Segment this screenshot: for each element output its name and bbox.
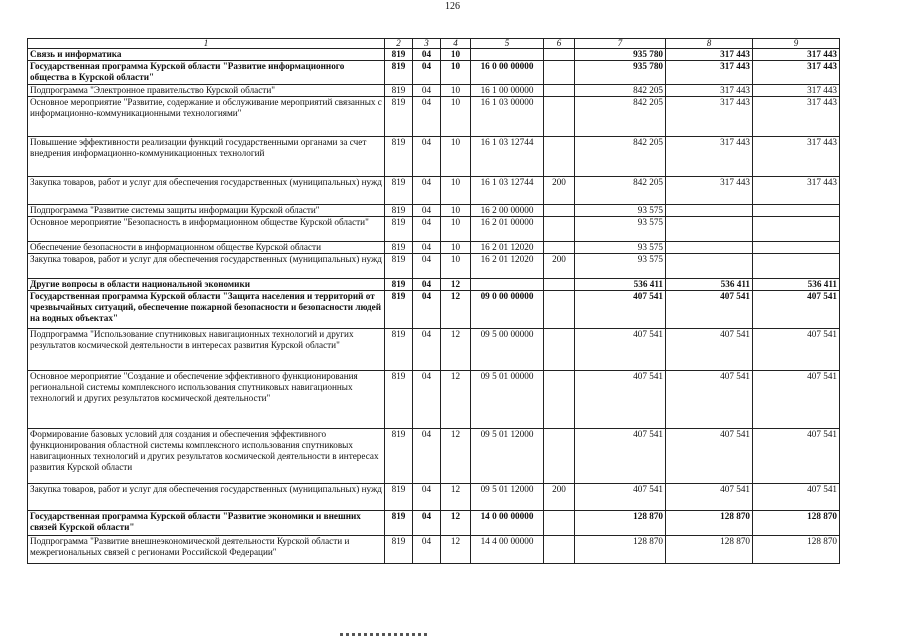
target-article-cell: 09 0 00 00000: [471, 291, 544, 329]
row-name-cell: Связь и информатика: [28, 49, 385, 61]
ministry-code-cell: 819: [385, 137, 413, 177]
amount-year2-cell: 407 541: [666, 429, 753, 484]
amount-year1-cell: 935 780: [575, 49, 666, 61]
amount-year3-cell: 317 443: [753, 177, 840, 205]
ministry-code-cell: 819: [385, 329, 413, 371]
amount-year3-cell: 407 541: [753, 484, 840, 511]
target-article-cell: 16 1 03 12744: [471, 177, 544, 205]
expense-type-cell: [544, 329, 575, 371]
ministry-code-cell: 819: [385, 217, 413, 242]
subsection-code-cell: 12: [441, 329, 471, 371]
row-name-cell: Подпрограмма "Электронное правительство Курской области": [28, 85, 385, 97]
amount-year1-cell: 93 575: [575, 217, 666, 242]
section-code-cell: 04: [413, 137, 441, 177]
table-row: [28, 205, 840, 217]
subsection-code-cell: 12: [441, 279, 471, 291]
column-header: 2: [385, 39, 413, 49]
expense-type-cell: [544, 242, 575, 254]
table-row: [28, 329, 840, 371]
row-name-cell: Закупка товаров, работ и услуг для обеспечения государственных (муниципальных) нужд: [28, 254, 385, 279]
section-code-cell: 04: [413, 536, 441, 564]
subsection-code-cell: 12: [441, 511, 471, 536]
amount-year1-cell: 407 541: [575, 429, 666, 484]
amount-year1-cell: 93 575: [575, 254, 666, 279]
target-article-cell: 16 2 00 00000: [471, 205, 544, 217]
target-article-cell: 09 5 01 12000: [471, 484, 544, 511]
amount-year3-cell: [753, 205, 840, 217]
ministry-code-cell: 819: [385, 291, 413, 329]
row-name-cell: Подпрограмма "Развитие внешнеэкономической деятельности Курской области и межрегиональных связей с регионами Российской Федерации": [28, 536, 385, 564]
row-name-cell: Подпрограмма "Развитие системы защиты информации Курской области": [28, 205, 385, 217]
amount-year3-cell: 317 443: [753, 61, 840, 85]
ministry-code-cell: 819: [385, 242, 413, 254]
ministry-code-cell: 819: [385, 536, 413, 564]
amount-year3-cell: 407 541: [753, 329, 840, 371]
target-article-cell: 16 1 00 00000: [471, 85, 544, 97]
subsection-code-cell: 12: [441, 429, 471, 484]
table-row: [28, 371, 840, 429]
ministry-code-cell: 819: [385, 371, 413, 429]
target-article-cell: 16 1 03 12744: [471, 137, 544, 177]
amount-year1-cell: 407 541: [575, 329, 666, 371]
section-code-cell: 04: [413, 254, 441, 279]
target-article-cell: 09 5 01 00000: [471, 371, 544, 429]
subsection-code-cell: 10: [441, 177, 471, 205]
subsection-code-cell: 10: [441, 254, 471, 279]
section-code-cell: 04: [413, 85, 441, 97]
expense-type-cell: [544, 61, 575, 85]
ministry-code-cell: 819: [385, 177, 413, 205]
target-article-cell: 14 4 00 00000: [471, 536, 544, 564]
section-code-cell: 04: [413, 484, 441, 511]
column-header: 5: [471, 39, 544, 49]
column-header: 4: [441, 39, 471, 49]
target-article-cell: 16 2 01 00000: [471, 217, 544, 242]
amount-year1-cell: 128 870: [575, 511, 666, 536]
subsection-code-cell: 12: [441, 291, 471, 329]
ministry-code-cell: 819: [385, 429, 413, 484]
amount-year2-cell: 128 870: [666, 511, 753, 536]
section-code-cell: 04: [413, 205, 441, 217]
subsection-code-cell: 10: [441, 85, 471, 97]
row-name-cell: Основное мероприятие "Создание и обеспечение эффективного функционирования региональной системы комплексного использования спутниковых навигационных технологий и других результатов космической деятельности": [28, 371, 385, 429]
section-code-cell: 04: [413, 279, 441, 291]
row-name-cell: Обеспечение безопасности в информационном обществе Курской области: [28, 242, 385, 254]
amount-year3-cell: 407 541: [753, 371, 840, 429]
section-code-cell: 04: [413, 61, 441, 85]
column-number-row: [28, 39, 840, 49]
table-row: [28, 61, 840, 85]
row-name-cell: Закупка товаров, работ и услуг для обеспечения государственных (муниципальных) нужд: [28, 484, 385, 511]
amount-year3-cell: 407 541: [753, 429, 840, 484]
amount-year2-cell: 317 443: [666, 177, 753, 205]
target-article-cell: 16 2 01 12020: [471, 242, 544, 254]
amount-year2-cell: 407 541: [666, 291, 753, 329]
target-article-cell: 16 1 03 00000: [471, 97, 544, 137]
row-name-cell: Государственная программа Курской области "Развитие экономики и внешних связей Курской области": [28, 511, 385, 536]
ministry-code-cell: 819: [385, 511, 413, 536]
section-code-cell: 04: [413, 291, 441, 329]
target-article-cell: 16 0 00 00000: [471, 61, 544, 85]
target-article-cell: 16 2 01 12020: [471, 254, 544, 279]
subsection-code-cell: 12: [441, 536, 471, 564]
section-code-cell: 04: [413, 329, 441, 371]
amount-year2-cell: [666, 205, 753, 217]
row-name-cell: Государственная программа Курской области "Защита населения и территорий от чрезвычайных ситуаций, обеспечение пожарной безопасности и безопасности людей на водных объектах": [28, 291, 385, 329]
page-number: 126: [445, 1, 460, 12]
amount-year2-cell: 407 541: [666, 371, 753, 429]
expense-type-cell: [544, 49, 575, 61]
amount-year3-cell: 128 870: [753, 511, 840, 536]
amount-year1-cell: 407 541: [575, 371, 666, 429]
amount-year1-cell: 407 541: [575, 484, 666, 511]
expense-type-cell: [544, 291, 575, 329]
ministry-code-cell: 819: [385, 97, 413, 137]
expense-type-cell: [544, 536, 575, 564]
subsection-code-cell: 10: [441, 217, 471, 242]
amount-year2-cell: 317 443: [666, 49, 753, 61]
target-article-cell: [471, 279, 544, 291]
amount-year3-cell: [753, 242, 840, 254]
table-row: [28, 279, 840, 291]
target-article-cell: [471, 49, 544, 61]
section-code-cell: 04: [413, 511, 441, 536]
amount-year1-cell: 842 205: [575, 85, 666, 97]
target-article-cell: 09 5 00 00000: [471, 329, 544, 371]
row-name-cell: Формирование базовых условий для создания и обеспечения эффективного функционирования областной системы комплексного использования спутниковых навигационных технологий и других результатов космической деятельности в интересах развития Курской области: [28, 429, 385, 484]
ministry-code-cell: 819: [385, 61, 413, 85]
table-row: [28, 511, 840, 536]
column-header: 1: [28, 39, 385, 49]
table-row: [28, 97, 840, 137]
amount-year1-cell: 842 205: [575, 137, 666, 177]
expense-type-cell: [544, 371, 575, 429]
ministry-code-cell: 819: [385, 279, 413, 291]
amount-year2-cell: 407 541: [666, 329, 753, 371]
row-name-cell: Повышение эффективности реализации функций государственными органами за счет внедрения информационно-коммуникационных технологий: [28, 137, 385, 177]
amount-year2-cell: [666, 217, 753, 242]
section-code-cell: 04: [413, 242, 441, 254]
section-code-cell: 04: [413, 177, 441, 205]
expense-type-cell: [544, 97, 575, 137]
table-row: [28, 49, 840, 61]
amount-year3-cell: 317 443: [753, 97, 840, 137]
ministry-code-cell: 819: [385, 49, 413, 61]
column-header: 3: [413, 39, 441, 49]
table-row: [28, 217, 840, 242]
section-code-cell: 04: [413, 97, 441, 137]
table-row: [28, 536, 840, 564]
amount-year2-cell: 128 870: [666, 536, 753, 564]
expense-type-cell: [544, 429, 575, 484]
scan-artifact: [340, 633, 430, 636]
table-row: [28, 177, 840, 205]
amount-year2-cell: [666, 254, 753, 279]
expense-type-cell: 200: [544, 177, 575, 205]
amount-year1-cell: 842 205: [575, 177, 666, 205]
amount-year1-cell: 93 575: [575, 242, 666, 254]
target-article-cell: 14 0 00 00000: [471, 511, 544, 536]
row-name-cell: Государственная программа Курской области "Развитие информационного общества в Курской области": [28, 61, 385, 85]
column-header: 7: [575, 39, 666, 49]
subsection-code-cell: 10: [441, 205, 471, 217]
row-name-cell: Другие вопросы в области национальной экономики: [28, 279, 385, 291]
section-code-cell: 04: [413, 429, 441, 484]
amount-year1-cell: 407 541: [575, 291, 666, 329]
expense-type-cell: [544, 511, 575, 536]
expense-type-cell: [544, 205, 575, 217]
expense-type-cell: [544, 85, 575, 97]
row-name-cell: Основное мероприятие "Развитие, содержание и обслуживание мероприятий связанных с информационно-коммуникационными технологиями": [28, 97, 385, 137]
amount-year3-cell: [753, 217, 840, 242]
amount-year1-cell: 93 575: [575, 205, 666, 217]
column-header: 8: [666, 39, 753, 49]
amount-year3-cell: 128 870: [753, 536, 840, 564]
amount-year3-cell: 317 443: [753, 85, 840, 97]
expense-type-cell: 200: [544, 254, 575, 279]
amount-year1-cell: 128 870: [575, 536, 666, 564]
subsection-code-cell: 12: [441, 484, 471, 511]
subsection-code-cell: 10: [441, 49, 471, 61]
amount-year2-cell: 317 443: [666, 61, 753, 85]
table-row: [28, 137, 840, 177]
target-article-cell: 09 5 01 12000: [471, 429, 544, 484]
row-name-cell: Основное мероприятие "Безопасность в информационном обществе Курской области": [28, 217, 385, 242]
row-name-cell: Закупка товаров, работ и услуг для обеспечения государственных (муниципальных) нужд: [28, 177, 385, 205]
expense-type-cell: [544, 279, 575, 291]
amount-year2-cell: 536 411: [666, 279, 753, 291]
table-row: [28, 242, 840, 254]
amount-year2-cell: 407 541: [666, 484, 753, 511]
row-name-cell: Подпрограмма "Использование спутниковых навигационных технологий и других результатов космической деятельности в интересах развития Курской области": [28, 329, 385, 371]
amount-year1-cell: 842 205: [575, 97, 666, 137]
amount-year2-cell: 317 443: [666, 137, 753, 177]
amount-year2-cell: [666, 242, 753, 254]
amount-year3-cell: 536 411: [753, 279, 840, 291]
amount-year2-cell: 317 443: [666, 97, 753, 137]
budget-table: [27, 38, 840, 564]
section-code-cell: 04: [413, 49, 441, 61]
section-code-cell: 04: [413, 371, 441, 429]
amount-year2-cell: 317 443: [666, 85, 753, 97]
subsection-code-cell: 10: [441, 137, 471, 177]
table-row: [28, 484, 840, 511]
amount-year1-cell: 935 780: [575, 61, 666, 85]
subsection-code-cell: 10: [441, 242, 471, 254]
table-row: [28, 254, 840, 279]
section-code-cell: 04: [413, 217, 441, 242]
expense-type-cell: [544, 137, 575, 177]
ministry-code-cell: 819: [385, 205, 413, 217]
table-row: [28, 291, 840, 329]
expense-type-cell: [544, 217, 575, 242]
expense-type-cell: 200: [544, 484, 575, 511]
amount-year3-cell: 317 443: [753, 137, 840, 177]
column-header: 9: [753, 39, 840, 49]
ministry-code-cell: 819: [385, 85, 413, 97]
subsection-code-cell: 10: [441, 61, 471, 85]
amount-year1-cell: 536 411: [575, 279, 666, 291]
ministry-code-cell: 819: [385, 254, 413, 279]
ministry-code-cell: 819: [385, 484, 413, 511]
amount-year3-cell: 407 541: [753, 291, 840, 329]
subsection-code-cell: 12: [441, 371, 471, 429]
amount-year3-cell: 317 443: [753, 49, 840, 61]
amount-year3-cell: [753, 254, 840, 279]
column-header: 6: [544, 39, 575, 49]
table-row: [28, 429, 840, 484]
subsection-code-cell: 10: [441, 97, 471, 137]
table-row: [28, 85, 840, 97]
